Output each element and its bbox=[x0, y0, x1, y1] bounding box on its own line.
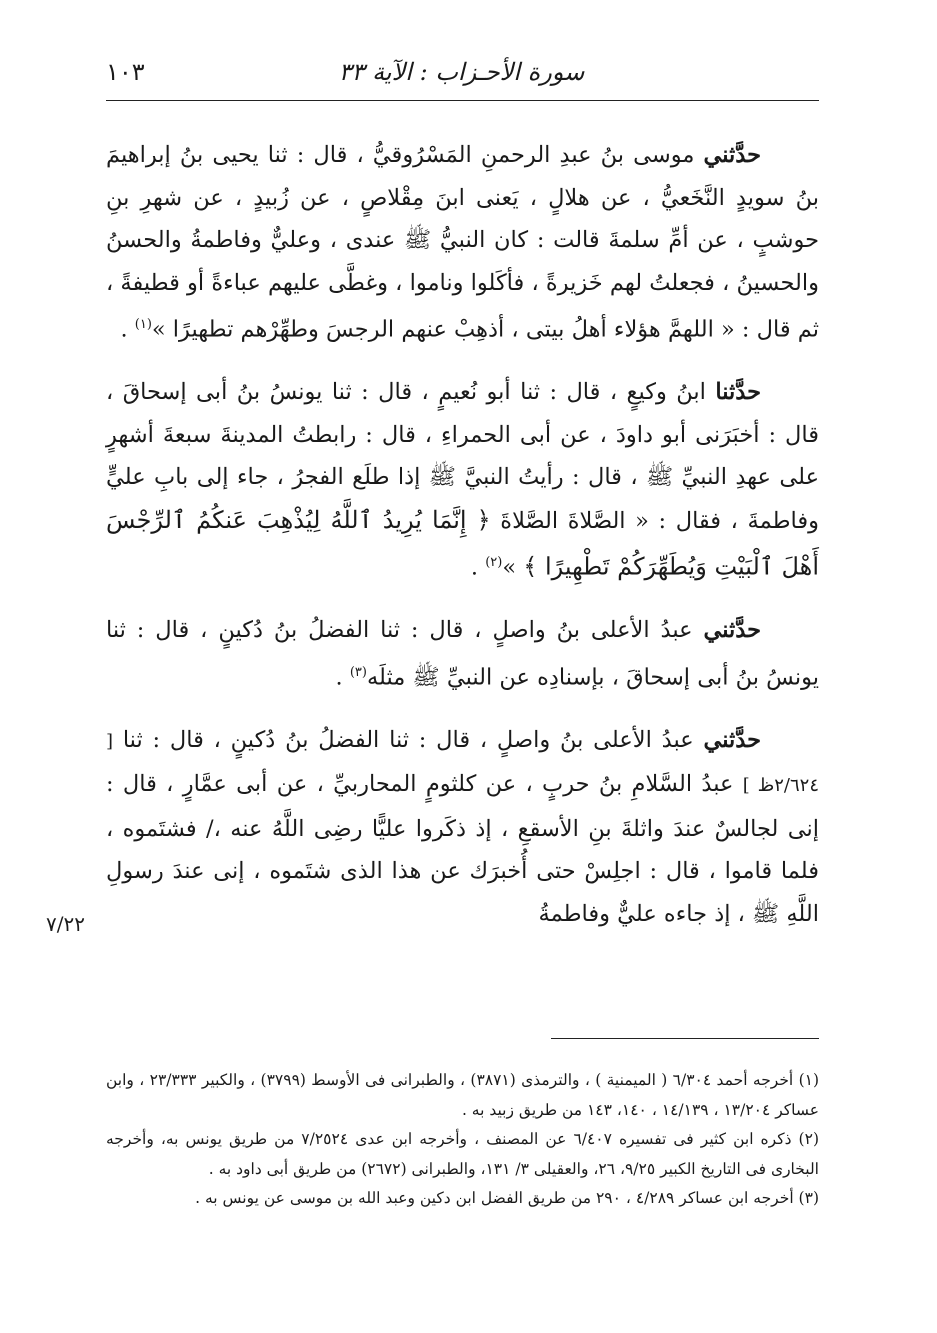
running-title: سورة الأحـزاب : الآية ٣٣ bbox=[338, 58, 585, 86]
footnote-3: (٣) أخرجه ابن عساكر ٤/٢٨٩ ، ٢٩٠ من طريق الفضل ابن دكين وعبد الله بن موسى عن يونس به . bbox=[195, 1189, 819, 1207]
footnote-rule bbox=[551, 1038, 819, 1039]
hadith-paragraph-2 bbox=[106, 371, 819, 589]
paragraph-text: عبدُ الأعلى بنُ واصلٍ ، قال : ثنا الفضلُ بنُ دُكينٍ ، قال : ثنا bbox=[113, 726, 704, 753]
margin-volume-page-note: ٧/٢٢ bbox=[46, 912, 85, 936]
hadith-paragraph-4 bbox=[106, 719, 819, 936]
hadith-paragraph-1 bbox=[106, 134, 819, 351]
paragraph-end: . bbox=[335, 664, 350, 690]
footnote-marker-1: (١) bbox=[134, 317, 152, 332]
paragraph-lead: حدَّثني bbox=[703, 726, 761, 753]
header-rule bbox=[106, 100, 819, 101]
footnote-marker-3: (٣) bbox=[349, 664, 367, 680]
paragraph-lead: حدَّثني bbox=[703, 142, 761, 168]
paragraph-end: . bbox=[470, 554, 486, 581]
footnote-1: (١) أخرجه أحمد ٦/٣٠٤ ( الميمنية ) ، والترمذى (٣٨٧١) ، والطبرانى فى الأوسط (٣٧٩٩) ، والكبير ٢٣/٣٣٣ ، وابن عساكر ١٣/٢٠٤ ، ١٤/١٣٩ ، ١٤٠، ١٤٣ من طريق زبيد به . bbox=[106, 1071, 820, 1119]
footnote-2: (٢) ذكره ابن كثير فى تفسيره ٦/٤٠٧ عن المصنف ، وأخرجه ابن عدى ٧/٢٥٢٤ من طريق يونس به، وأخرجه البخارى فى التاريخ الكبير ٩/٢٥، ٢٦، والعقيلى ٣/ ١٣١، والطبرانى (٢٦٧٢) من طريق أبى داود به . bbox=[106, 1130, 819, 1178]
paragraph-end: . bbox=[120, 316, 135, 343]
manuscript-reference: [ ٢/٦٢٤ظ ] bbox=[106, 730, 820, 796]
paragraph-text: عبدُ الأعلى بنُ واصلٍ ، قال : ثنا الفضلُ بنُ دُكينٍ ، قال : ثنا يونسُ بنُ أبى إسحاقَ ، بإسنادِه عن النبيِّ ﷺ مثلَه bbox=[106, 617, 819, 690]
main-text bbox=[106, 134, 819, 935]
paragraph-text: موسى بنُ عبدِ الرحمنِ المَسْرُوقيُّ ، قال : ثنا يحيى بنُ إبراهيمَ بنُ سويدٍ النَّخَعيُّ ، عن هلالٍ ، يَعنى ابنَ مِقْلاصٍ ، عن زُبيدٍ ، عن شهرِ بنِ حوشبٍ ، عن أمِّ سلمةَ قالت : كان النبيُّ ﷺ عندى ، وعليٌّ وفاطمةُ والحسنُ والحسينُ ، فجعلتُ لهم خَزيرةً ، فأكَلوا وناموا ، وغطَّى عليهم عباءةً أو قطيفةً ، ثم قال : « اللهمَّ هؤلاء أهلُ بيتى ، أذهِبْ عنهم الرجسَ وطهِّرْهم تطهيرًا » bbox=[106, 142, 819, 343]
paragraph-text-after-verse: » bbox=[502, 554, 524, 581]
quran-verse: ﴿ إِنَّمَا يُرِيدُ ٱللَّهُ لِيُذْهِبَ عَنكُمُ ٱلرِّجْسَ أَهْلَ ٱلْبَيْتِ وَيُطَهِّرَكُمْ تَطْهِيرًا ﴾ bbox=[106, 505, 819, 581]
paragraph-text-continued: عبدُ السَّلامِ بنُ حربٍ ، عن كلثومٍ المحاربيِّ ، عن أبى عمَّارٍ ، قال : إنى لجالسٌ عندَ واثلةَ بنِ الأسقعِ ، إذ ذكَروا عليًّا رضِى اللَّهُ عنه ،/ فشتَموه ، فلما قاموا ، قال : اجلِسْ حتى أُخبرَك عن هذا الذى شتَموه ، إنى عندَ رسولِ اللَّهِ ﷺ ، إذ جاءه عليٌّ وفاطمةُ bbox=[106, 771, 819, 927]
page-header bbox=[106, 52, 817, 92]
paragraph-text: ابنُ وكيعٍ ، قال : ثنا أبو نُعيمٍ ، قال : ثنا يونسُ بنُ أبى إسحاقَ ، قال : أخبَرَنى أبو داودَ ، عن أبى الحمراءِ ، قال : رابطتُ المدينةَ سبعةَ أشهرٍ على عهدِ النبيِّ ﷺ ، قال : رأيتُ النبيَّ ﷺ إذا طلَع الفجرُ ، جاء إلى بابِ عليٍّ وفاطمةَ ، فقال : « الصَّلاةَ الصَّلاةَ bbox=[106, 379, 819, 534]
footnote-marker-2: (٢) bbox=[485, 555, 503, 570]
page-number: ١٠٣ bbox=[106, 58, 145, 86]
footnotes bbox=[106, 1066, 819, 1214]
paragraph-lead: حدَّثنا bbox=[715, 379, 761, 405]
hadith-paragraph-3 bbox=[106, 609, 819, 699]
paragraph-lead: حدَّثني bbox=[703, 617, 761, 643]
